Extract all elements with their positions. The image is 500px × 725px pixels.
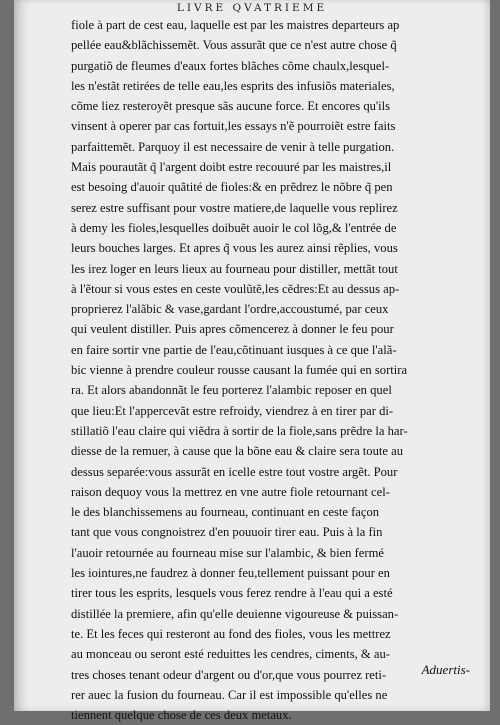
text-line: les n'estãt retirées de telle eau,les esprits des infusiõs materiales, — [71, 78, 395, 93]
text-line: purgatiõ de fleumes d'eaux fortes blãches cõme chaulx,lesquel- — [71, 58, 390, 73]
text-line: ra. Et alors abandonnãt le feu porterez l'alambic reposer en quel — [71, 383, 392, 398]
text-line: vinsent à operer par cas fortuit,les essays n'ẽ pourroiẽt estre faits — [71, 119, 396, 134]
text-line: est besoing d'auoir quãtité de fioles:& en prẽdrez le nõbre q̃ pen — [71, 180, 393, 195]
text-line: stillatiõ l'eau claire qui viẽdra à sortir de la fiole,sans prẽdre la har- — [71, 423, 408, 438]
text-line: distillée la premiere, afin qu'elle deuienne vigoureuse & puissan- — [71, 606, 399, 621]
text-line: les irez loger en leurs lieux au fourneau pour distiller, mettãt tout — [71, 261, 398, 276]
catchword: Aduertis- — [421, 662, 470, 677]
text-line: en faire sortir vne partie de l'eau,cõtinuant iusques à ce que l'alã- — [71, 342, 397, 357]
text-line: raison dequoy vous la mettrez en vne autre fiole retournant cel- — [71, 484, 390, 499]
text-line: fiole à part de cest eau, laquelle est par les maistres departeurs ap — [71, 18, 400, 32]
text-line: le des blanchissemens au fourneau, continuant en ceste façon — [71, 505, 380, 520]
text-line: tirer tous les esprits, lesquels vous ferez rendre à l'eau qui a esté — [71, 586, 393, 601]
text-line: leurs bouches larges. Et apres q̃ vous les aurez ainsi rẽplies, vous — [71, 241, 398, 256]
text-line: les iointures,ne faudrez à donner feu,tellement puissant pour en — [71, 566, 390, 581]
text-line: serez estre suffisant pour vostre matiere,de laquelle vous replirez — [71, 200, 398, 215]
running-head: LIVRE QVATRIEME — [176, 2, 328, 14]
text-line: Mais pourautãt q̃ l'argent doibt estre recouuré par les maistres,il — [71, 160, 392, 175]
text-line: l'auoir retournée au fourneau mise sur l'alambic, & bien fermé — [71, 545, 384, 560]
text-line: dessus separée:vous assurãt en icelle estre tout vostre argẽt. Pour — [71, 464, 398, 479]
text-line: pellée eau&blãchissemẽt. Vous assurãt que ce n'est autre chose q̃ — [71, 38, 397, 53]
text-line: te. Et les feces qui resteront au fond des fioles, vous les mettrez — [71, 626, 391, 641]
text-line: à demy les fioles,lesquelles doibuẽt auoir le col lõg,& l'entrée de — [71, 220, 397, 235]
text-line: tant que vous congnoistrez d'en pouuoir tirer eau. Puis à la fin — [71, 525, 383, 540]
text-line: à l'ẽtour si vous estes en ceste voulũtẽ,les cẽdres:Et au dessus ap- — [71, 281, 400, 296]
text-line: tiennent quelque chose de ces deux metaux. — [71, 708, 292, 723]
text-line: que lieu:Et l'appercevãt estre refroidy, viendrez à en tirer par di- — [71, 403, 394, 418]
text-line: diesse de la remuer, à cause que la bõne eau & claire sera toute au — [71, 444, 404, 459]
text-line: parfaittemẽt. Parquoy il est necessaire de venir à telle purgation. — [71, 139, 395, 154]
text-line: rer auec la fusion du fourneau. Car il est impossible qu'elles ne — [71, 687, 388, 702]
text-line: qui veulent distiller. Puis apres cõmencerez à donner le feu pour — [71, 322, 394, 337]
text-line: proprierez l'alãbic & vase,gardant l'ordre,accoustumé, par ceux — [71, 302, 389, 317]
text-line: bic vienne à prendre couleur rousse causant la fumée qui en sortira — [71, 363, 408, 378]
book-page — [14, 0, 490, 723]
body-text — [71, 15, 475, 725]
text-line: cõme liez resteroyẽt presque sãs aucune force. Et encores qu'ils — [71, 99, 391, 114]
text-line: tres choses tenant odeur d'argent ou d'or,que vous pourrez reti- — [71, 667, 387, 682]
text-line: au monceau ou seront esté reduittes les cendres, ciments, & au- — [71, 647, 390, 662]
